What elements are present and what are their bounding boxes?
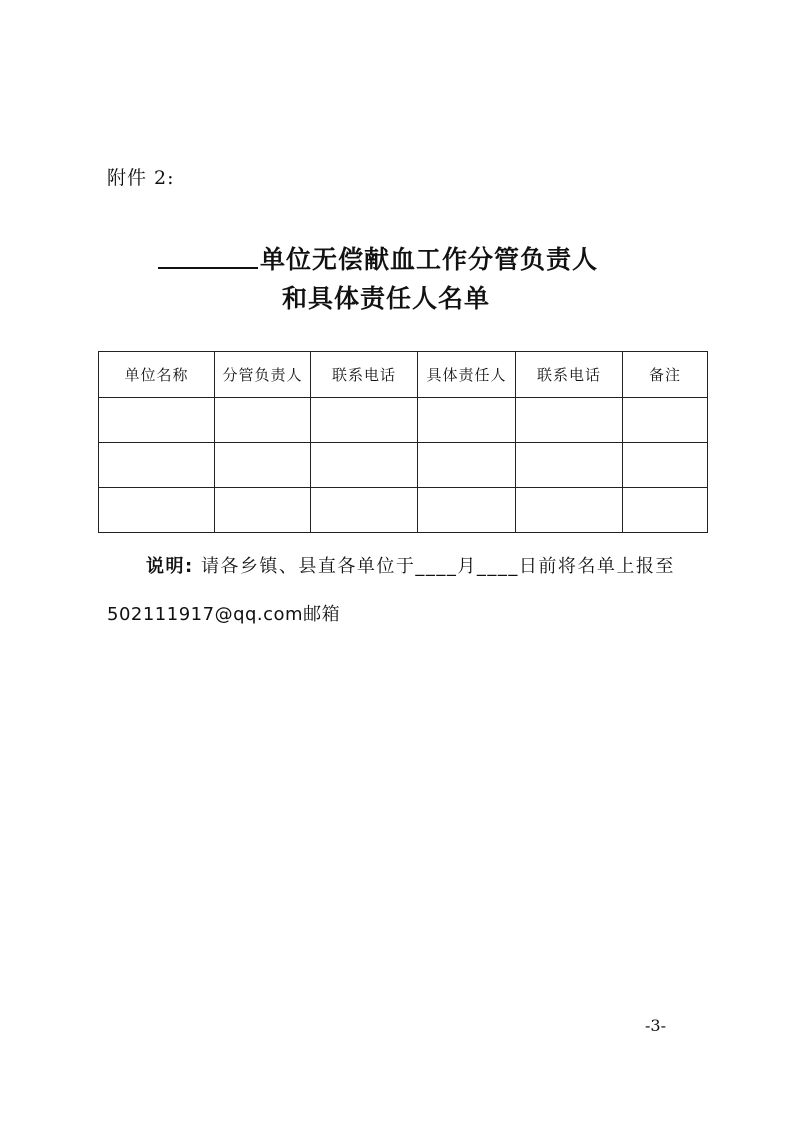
table-cell — [418, 488, 516, 533]
unit-name-blank — [158, 267, 258, 269]
table-cell — [311, 488, 418, 533]
table-cell — [311, 398, 418, 443]
table-cell — [623, 443, 708, 488]
header-remarks: 备注 — [623, 352, 708, 398]
table-row — [99, 488, 708, 533]
title-line-2-text: 和具体责任人名单 — [282, 284, 491, 313]
table-cell — [516, 398, 623, 443]
table-cell — [99, 398, 215, 443]
note-text: 请各乡镇、县直各单位于____月____日前将名单上报至 — [200, 556, 675, 577]
table-cell — [99, 443, 215, 488]
table-cell — [99, 488, 215, 533]
header-unit-name: 单位名称 — [99, 352, 215, 398]
note-email-line: 502111917@qq.com邮箱 — [107, 604, 341, 625]
page-number: -3- — [645, 1016, 666, 1035]
header-supervising-person: 分管负责人 — [215, 352, 311, 398]
attachment-label: 附件 2: — [107, 167, 175, 189]
table-cell — [215, 398, 311, 443]
header-contact-phone-2: 联系电话 — [516, 352, 623, 398]
table-row — [99, 398, 708, 443]
note-label: 说明: — [146, 556, 194, 577]
table-cell — [623, 488, 708, 533]
table-cell — [418, 443, 516, 488]
table-cell — [516, 443, 623, 488]
note-line-1 — [146, 552, 675, 578]
table-row — [99, 443, 708, 488]
table-cell — [623, 398, 708, 443]
header-responsible-person: 具体责任人 — [418, 352, 516, 398]
table-cell — [516, 488, 623, 533]
responsible-persons-table — [98, 351, 708, 533]
table-cell — [311, 443, 418, 488]
table-header-row — [99, 352, 708, 398]
header-contact-phone: 联系电话 — [311, 352, 418, 398]
table-cell — [418, 398, 516, 443]
title-line-1-text: 单位无偿献血工作分管负责人 — [260, 245, 599, 274]
table-cell — [215, 488, 311, 533]
table-cell — [215, 443, 311, 488]
